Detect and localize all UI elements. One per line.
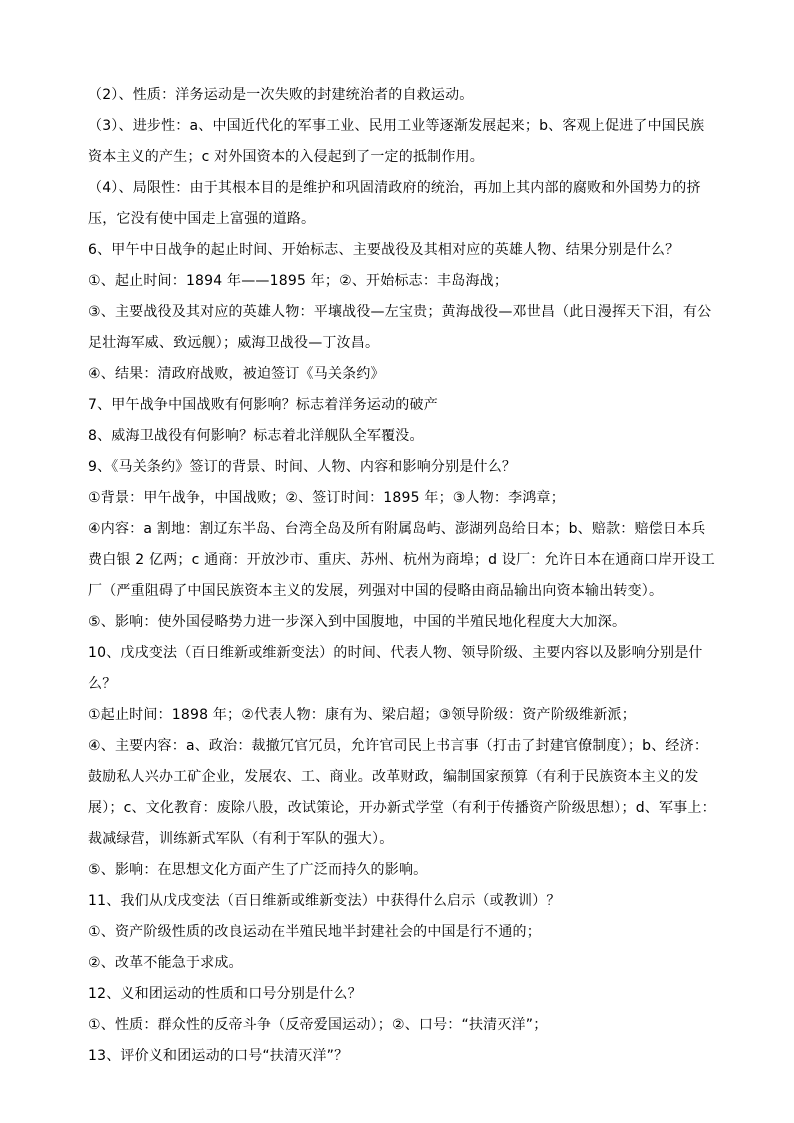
paragraph: ①、资产阶级性质的改良运动在半殖民地半封建社会的中国是行不通的； bbox=[88, 924, 541, 940]
paragraph: ②、改革不能急于求成。 bbox=[88, 955, 243, 971]
question-heading: 12、义和团运动的性质和口号分别是什么？ bbox=[88, 986, 362, 1002]
paragraph: ⑤、影响：在思想文化方面产生了广泛而持久的影响。 bbox=[88, 862, 428, 878]
question-heading: 7、甲午战争中国战败有何影响？标志着洋务运动的破产 bbox=[88, 397, 438, 413]
paragraph: （4）、局限性：由于其根本目的是维护和巩固清政府的统治，再加上其内部的腐败和外国势力的挤压，它没有使中国走上富强的道路。 bbox=[88, 180, 701, 227]
question-heading: 11、我们从戊戌变法（百日维新或维新变法）中获得什么启示（或教训）？ bbox=[88, 893, 561, 909]
question-heading: 9、《马关条约》签订的背景、时间、人物、内容和影响分别是什么？ bbox=[88, 459, 517, 475]
paragraph: ①、性质：群众性的反帝斗争（反帝爱国运动）；②、口号：“扶清灭洋”； bbox=[88, 1017, 548, 1033]
document-body bbox=[88, 80, 718, 1072]
paragraph: ①、起止时间：1894 年——1895 年；②、开始标志：丰岛海战； bbox=[88, 273, 509, 289]
question-heading: 10、戊戌变法（百日维新或维新变法）的时间、代表人物、领导阶级、主要内容以及影响分别是什么？ bbox=[88, 645, 703, 692]
paragraph: ④、结果：清政府战败，被迫签订《马关条约》 bbox=[88, 366, 385, 382]
paragraph: ③、主要战役及其对应的英雄人物：平壤战役—左宝贵；黄海战役—邓世昌（此日漫挥天下泪，有公足壮海军威、致远舰）；威海卫战役—丁汝昌。 bbox=[88, 304, 712, 351]
paragraph: （3）、进步性：a、中国近代化的军事工业、民用工业等逐渐发展起来；b、客观上促进了中国民族资本主义的产生；c 对外国资本的入侵起到了一定的抵制作用。 bbox=[88, 118, 705, 165]
question-heading: 8、威海卫战役有何影响？标志着北洋舰队全军覆没。 bbox=[88, 428, 424, 444]
question-heading: 6、甲午中日战争的起止时间、开始标志、主要战役及其相对应的英雄人物、结果分别是什么？ bbox=[88, 242, 680, 258]
paragraph: ④内容：a 割地：割辽东半岛、台湾全岛及所有附属岛屿、澎湖列岛给日本；b、赔款：赔偿日本兵费白银 2 亿两；c 通商：开放沙市、重庆、苏州、杭州为商埠；d 设厂：允许日本在通商口岸开设工厂（严重阻碍了中国民族资本主义的发展，列强对中国的侵略由商品输出向资本输出转变）。 bbox=[88, 521, 715, 599]
paragraph: ①起止时间：1898 年；②代表人物：康有为、梁启超；③领导阶级：资产阶级维新派； bbox=[88, 707, 636, 723]
paragraph: （2）、性质：洋务运动是一次失败的封建统治者的自救运动。 bbox=[88, 87, 474, 103]
paragraph: ①背景：甲午战争，中国战败；②、签订时间：1895 年；③人物：李鸿章； bbox=[88, 490, 565, 506]
paragraph: ⑤、影响：使外国侵略势力进一步深入到中国腹地，中国的半殖民地化程度大大加深。 bbox=[88, 614, 627, 630]
question-heading: 13、评价义和团运动的口号“扶清灭洋”？ bbox=[88, 1048, 349, 1064]
paragraph: ④、主要内容：a、政治：裁撤冗官冗员，允许官司民上书言事（打击了封建官僚制度）；b、经济：鼓励私人兴办工矿企业，发展农、工、商业。改革财政，编制国家预算（有利于民族资本主义的发展）；c、文化教育：废除八股，改试策论，开办新式学堂（有利于传播资产阶级思想）；d、军事上：裁减绿营，训练新式军队（有利于军队的强大）。 bbox=[88, 738, 716, 847]
